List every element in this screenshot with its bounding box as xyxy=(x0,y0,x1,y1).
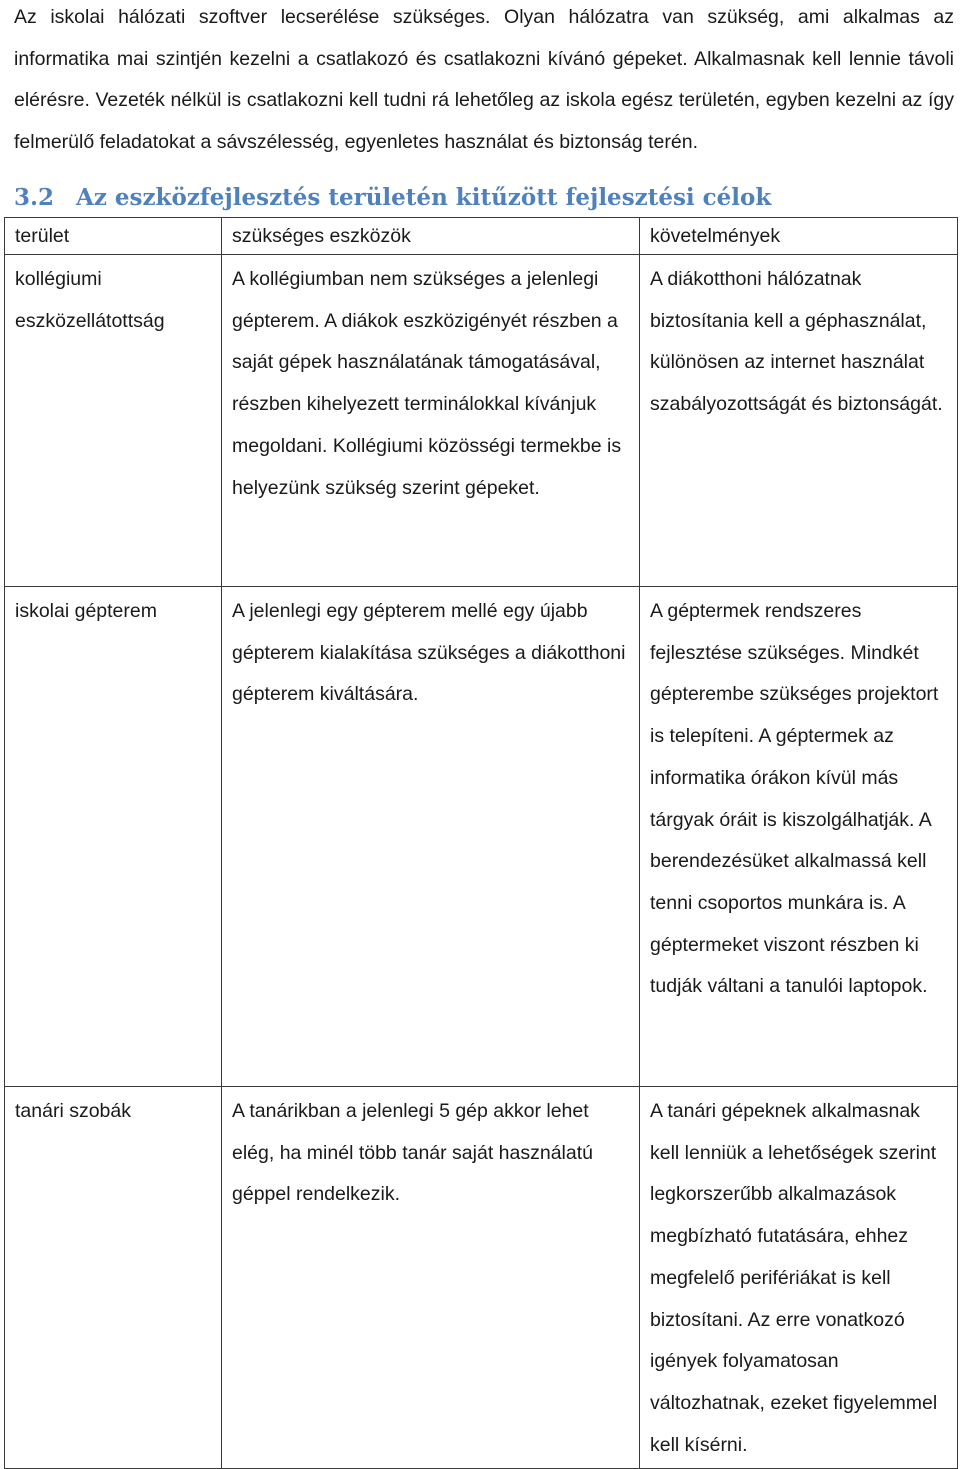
table-row xyxy=(5,1087,958,1469)
header-requirements: követelmények xyxy=(640,218,958,255)
header-area: terület xyxy=(5,218,222,255)
cell-requirements xyxy=(640,587,958,1087)
cell-area xyxy=(5,1087,222,1469)
cell-tools-text: A jelenlegi egy gépterem mellé egy újabb gépterem kialakítása szükséges a diákotthoni gépterem kiváltására. xyxy=(232,600,626,706)
cell-tools xyxy=(222,255,640,587)
cell-area-text: kollégiumi eszközellátottság xyxy=(15,268,165,332)
cell-requirements-text: A diákotthoni hálózatnak biztosítania kell a géphasználat, különösen az internet használat szabályozottságát és biztonságát. xyxy=(650,268,943,416)
intro-paragraph: Az iskolai hálózati szoftver lecserélése szükséges. Olyan hálózatra van szükség, ami alkalmas az informatika mai szintjén kezelni a csatlakozó és csatlakozni kívánó gépeket. Alkalmasnak kell lennie távoli elérésre. Vezeték nélkül is csatlakozni kell tudni rá lehetőleg az iskola egész területén, egyben kezelni az így felmerülő feladatokat a sávszélesség, egyenletes használat és biztonság terén. xyxy=(14,6,954,153)
table-row xyxy=(5,255,958,587)
table-row xyxy=(5,587,958,1087)
development-goals-table xyxy=(4,217,958,1469)
section-title: Az eszközfejlesztés területén kitűzött fejlesztési célok xyxy=(76,184,772,211)
cell-area xyxy=(5,255,222,587)
section-number: 3.2 xyxy=(14,184,55,211)
cell-area-text: iskolai gépterem xyxy=(15,600,157,622)
cell-requirements-text: A géptermek rendszeres fejlesztése szükséges. Mindkét gépterembe szükséges projektort is telepíteni. A géptermek az informatika órákon kívül más tárgyak óráit is kiszolgálhatják. A berendezésüket alkalmassá kell tenni csoportos munkára is. A géptermeket viszont részben ki tudják váltani a tanulói laptopok. xyxy=(650,600,939,998)
cell-requirements-text: A tanári gépeknek alkalmasnak kell lenniük a lehetőségek szerint legkorszerűbb alkalmazások megbízható futatására, ehhez megfelelő perifériákat is kell biztosítani. Az erre vonatkozó igények folyamatosan változhatnak, ezeket figyelemmel kell kísérni. xyxy=(650,1100,938,1456)
table-header-row xyxy=(5,218,958,255)
cell-area xyxy=(5,587,222,1087)
cell-tools-text: A kollégiumban nem szükséges a jelenlegi gépterem. A diákok eszközigényét részben a saját gépek használatának támogatásával, részben kihelyezett terminálokkal kívánjuk megoldani. Kollégiumi közösségi termekbe is helyezünk szükség szerint gépeket. xyxy=(232,268,622,499)
cell-area-text: tanári szobák xyxy=(15,1100,131,1122)
cell-tools xyxy=(222,587,640,1087)
section-heading xyxy=(14,178,944,218)
cell-requirements xyxy=(640,1087,958,1469)
cell-requirements xyxy=(640,255,958,587)
cell-tools xyxy=(222,1087,640,1469)
cell-tools-text: A tanárikban a jelenlegi 5 gép akkor lehet elég, ha minél több tanár saját használatú géppel rendelkezik. xyxy=(232,1100,593,1206)
header-tools: szükséges eszközök xyxy=(222,218,640,255)
